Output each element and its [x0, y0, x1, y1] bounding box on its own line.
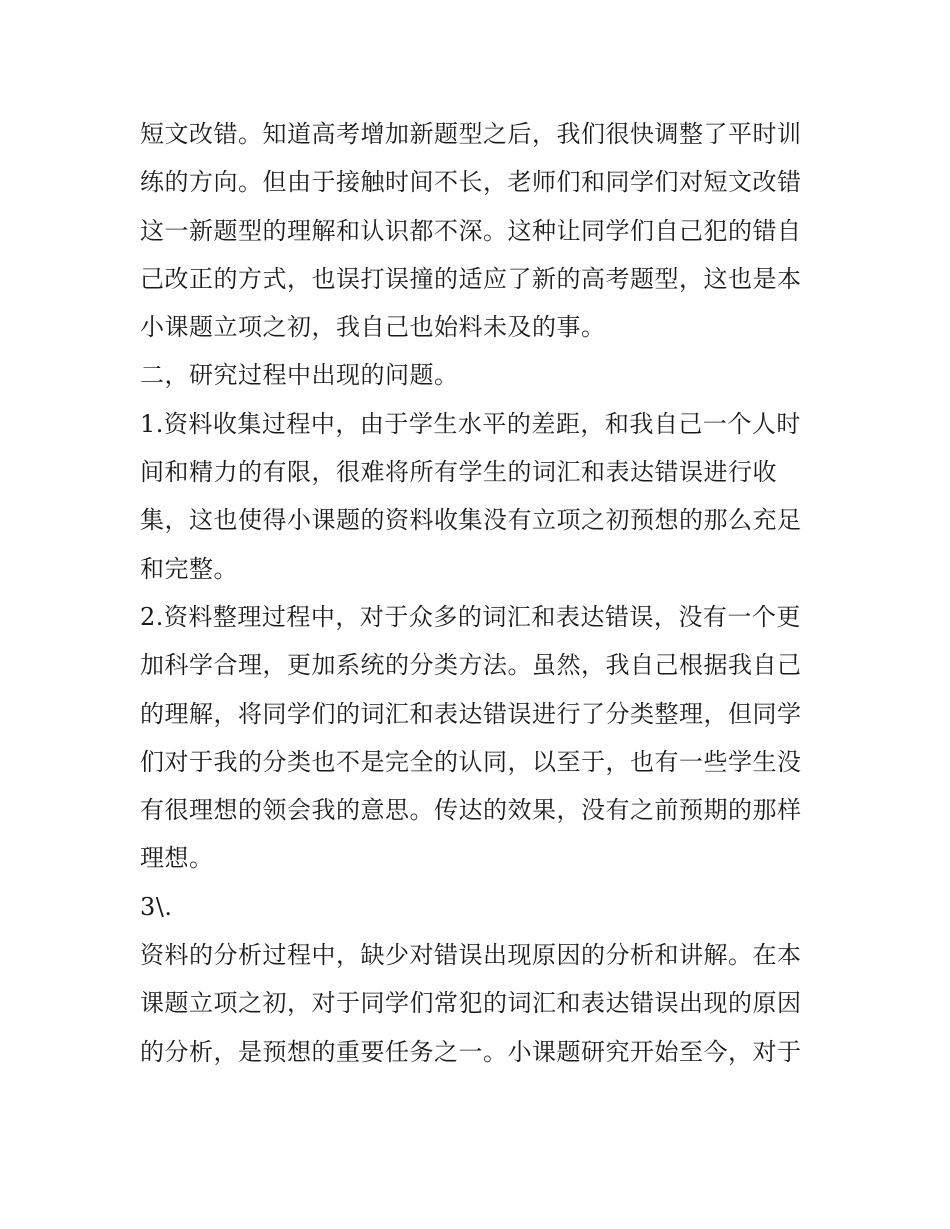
text-line: 这一新题型的理解和认识都不深。这种让同学们自己犯的错自 — [140, 216, 802, 245]
text-line: 练的方向。但由于接触时间不长，老师们和同学们对短文改错 — [140, 168, 802, 197]
text-line: 的理解，将同学们的词汇和表达错误进行了分类整理，但同学 — [140, 699, 802, 728]
text-line: 间和精力的有限，很难将所有学生的词汇和表达错误进行收 — [140, 458, 777, 487]
text-line: 2.资料整理过程中，对于众多的词汇和表达错误，没有一个更 — [140, 602, 801, 631]
section-heading: 二，研究过程中出现的问题。 — [140, 361, 459, 390]
text-line: 1.资料收集过程中，由于学生水平的差距，和我自己一个人时 — [140, 409, 801, 438]
text-line: 集，这也使得小课题的资料收集没有立项之初预想的那么充足 — [140, 506, 802, 535]
text-line: 理想。 — [140, 844, 214, 873]
text-line: 有很理想的领会我的意思。传达的效果，没有之前预期的那样 — [140, 796, 802, 825]
text-line: 短文改错。知道高考增加新题型之后，我们很快调整了平时训 — [140, 120, 802, 148]
text-line: 的分析，是预想的重要任务之一。小课题研究开始至今，对于 — [140, 1037, 802, 1066]
text-line: 课题立项之初，对于同学们常犯的词汇和表达错误出现的原因 — [140, 989, 802, 1018]
document-body — [140, 110, 820, 1076]
text-line: 加科学合理，更加系统的分类方法。虽然，我自己根据我自己 — [140, 651, 802, 680]
list-number: 3\. — [140, 892, 173, 921]
text-line: 们对于我的分类也不是完全的认同，以至于，也有一些学生没 — [140, 747, 802, 776]
text-line: 己改正的方式，也误打误撞的适应了新的高考题型，这也是本 — [140, 264, 802, 293]
text-line: 小课题立项之初，我自己也始料未及的事。 — [140, 313, 606, 342]
text-line: 资料的分析过程中，缺少对错误出现原因的分析和讲解。在本 — [140, 941, 802, 970]
text-line: 和完整。 — [140, 554, 238, 583]
